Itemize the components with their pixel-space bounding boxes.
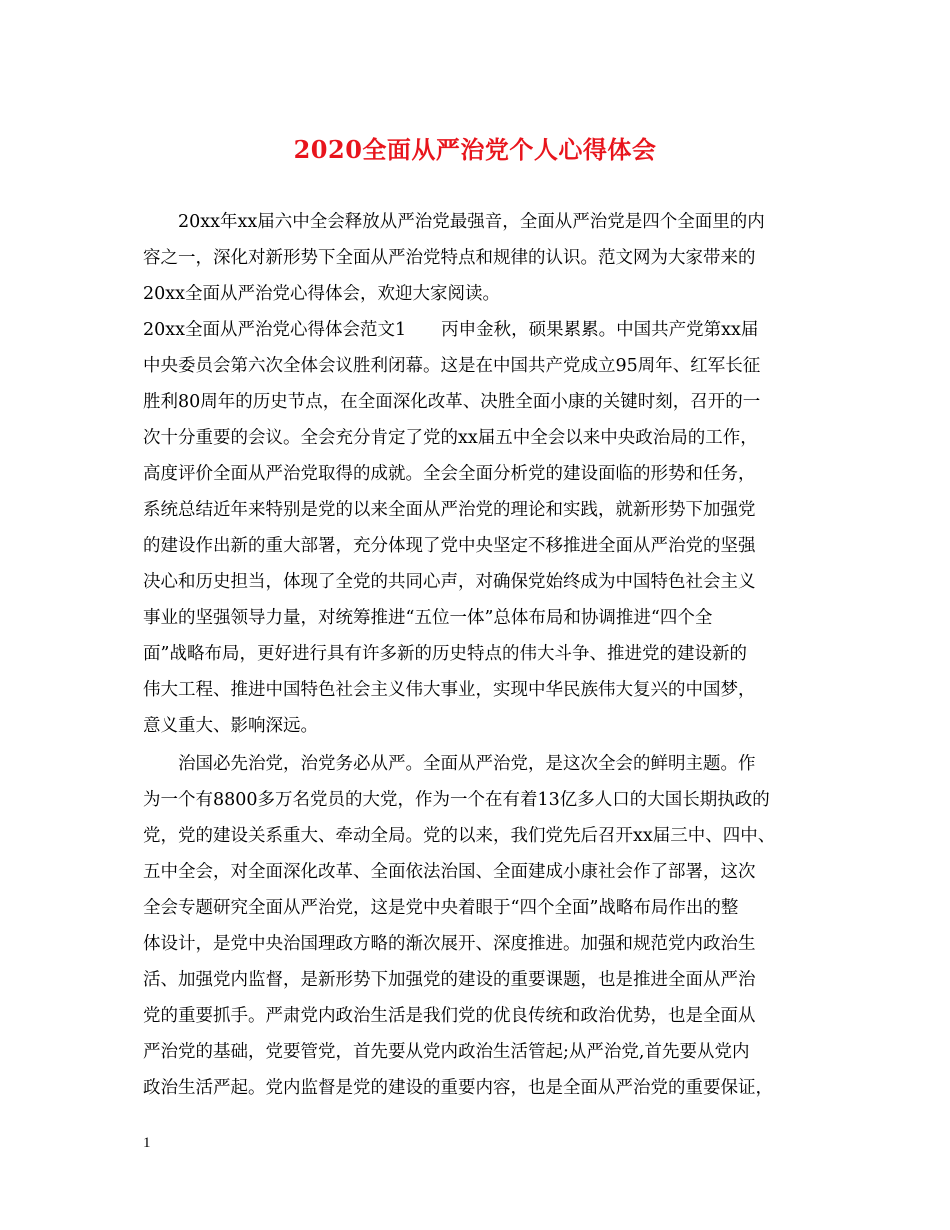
paragraph-line: 活、加强党内监督，是新形势下加强党的建设的重要课题，也是推进全面从严治 <box>143 970 756 990</box>
paragraph-line: 20xx年xx届六中全会释放从严治党最强音，全面从严治党是四个全面里的内 <box>178 212 765 232</box>
paragraph-line: 容之一，深化对新形势下全面从严治党特点和规律的认识。范文网为大家带来的 <box>143 248 756 268</box>
paragraph-line: 20xx全面从严治党心得体会范文1 丙申金秋，硕果累累。中国共产党第xx届 <box>143 320 759 340</box>
paragraph-line: 中央委员会第六次全体会议胜利闭幕。这是在中国共产党成立95周年、红军长征 <box>143 356 761 376</box>
paragraph-line: 体设计，是党中央治国理政方略的渐次展开、深度推进。加强和规范党内政治生 <box>143 934 756 954</box>
paragraph-line: 党，党的建设关系重大、牵动全局。党的以来，我们党先后召开xx届三中、四中、 <box>143 826 776 846</box>
document-title: 2020全面从严治党个人心得体会 <box>293 135 657 164</box>
paragraph-line: 党的重要抓手。严肃党内政治生活是我们党的优良传统和政治优势，也是全面从 <box>143 1006 756 1026</box>
paragraph-line: 政治生活严起。党内监督是党的建设的重要内容，也是全面从严治党的重要保证， <box>143 1078 773 1098</box>
paragraph-line: 胜利80周年的历史节点，在全面深化改革、决胜全面小康的关键时刻，召开的一 <box>143 392 761 412</box>
paragraph-line: 次十分重要的会议。全会充分肯定了党的xx届五中全会以来中央政治局的工作， <box>143 428 758 448</box>
paragraph-line: 决心和历史担当，体现了全党的共同心声，对确保党始终成为中国特色社会主义 <box>143 572 756 592</box>
paragraph-line: 全会专题研究全面从严治党，这是党中央着眼于“四个全面”战略布局作出的整 <box>143 898 739 918</box>
paragraph-line: 为一个有8800多万名党员的大党，作为一个在有着13亿多人口的大国长期执政的 <box>143 790 770 810</box>
paragraph-line: 伟大工程、推进中国特色社会主义伟大事业，实现中华民族伟大复兴的中国梦， <box>143 680 756 700</box>
paragraph-line: 严治党的基础，党要管党，首先要从党内政治生活管起;从严治党,首先要从党内 <box>143 1042 750 1062</box>
paragraph-line: 的建设作出新的重大部署，充分体现了党中央坚定不移推进全面从严治党的坚强 <box>143 536 756 556</box>
paragraph-line: 五中全会，对全面深化改革、全面依法治国、全面建成小康社会作了部署，这次 <box>143 862 756 882</box>
paragraph-line: 事业的坚强领导力量，对统筹推进“五位一体”总体布局和协调推进“四个全 <box>143 608 713 628</box>
page-number: 1 <box>143 1135 151 1151</box>
paragraph-line: 高度评价全面从严治党取得的成就。全会全面分析党的建设面临的形势和任务， <box>143 464 756 484</box>
paragraph-line: 20xx全面从严治党心得体会，欢迎大家阅读。 <box>143 284 501 304</box>
paragraph-line: 意义重大、影响深远。 <box>143 716 318 736</box>
paragraph-line: 治国必先治党，治党务必从严。全面从严治党，是这次全会的鲜明主题。作 <box>178 754 756 774</box>
paragraph-line: 系统总结近年来特别是党的以来全面从严治党的理论和实践，就新形势下加强党 <box>143 500 756 520</box>
paragraph-line: 面”战略布局，更好进行具有许多新的历史特点的伟大斗争、推进党的建设新的 <box>143 644 747 664</box>
